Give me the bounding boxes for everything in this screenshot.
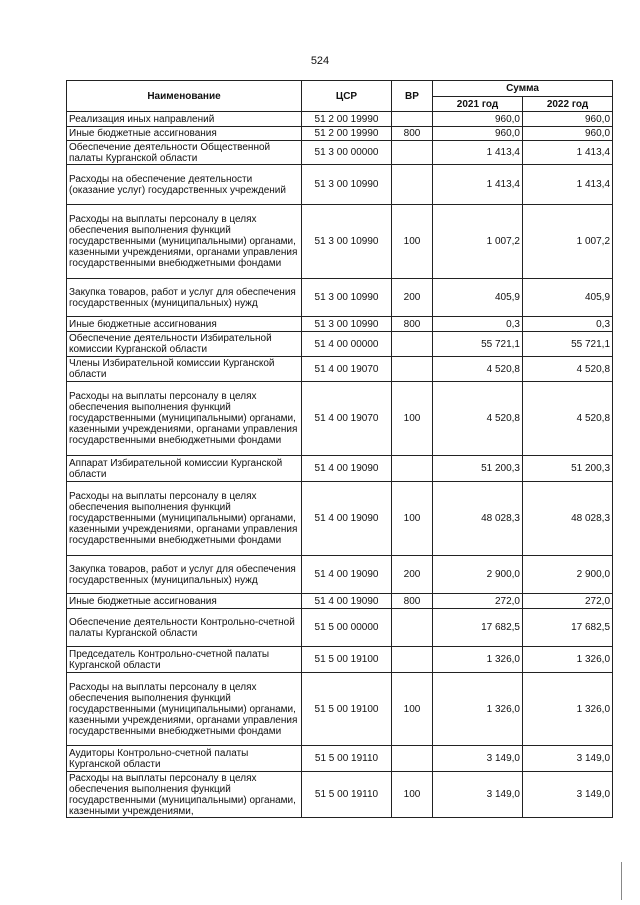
table-row	[67, 594, 613, 609]
row-sum-2021: 1 007,2	[433, 205, 523, 279]
row-csr: 51 4 00 19090	[302, 594, 392, 609]
row-name: Обеспечение деятельности Общественной палаты Курганской области	[67, 141, 302, 165]
row-sum-2022: 960,0	[523, 112, 613, 127]
table-row	[67, 279, 613, 317]
row-csr: 51 3 00 00000	[302, 141, 392, 165]
row-vr: 100	[392, 673, 433, 746]
row-sum-2021: 2 900,0	[433, 556, 523, 594]
row-name: Закупка товаров, работ и услуг для обеспечения государственных (муниципальных) нужд	[67, 279, 302, 317]
table-row	[67, 357, 613, 382]
row-name: Расходы на выплаты персоналу в целях обеспечения выполнения функций государственными (муниципальными) органами, казенными учреждениями,	[67, 772, 302, 818]
row-csr: 51 5 00 19110	[302, 746, 392, 772]
row-name: Расходы на выплаты персоналу в целях обеспечения выполнения функций государственными (муниципальными) органами, казенными учреждениями, органами управления государственными внебюджетными фондами	[67, 482, 302, 556]
row-sum-2021: 1 326,0	[433, 647, 523, 673]
row-name: Закупка товаров, работ и услуг для обеспечения государственных (муниципальных) нужд	[67, 556, 302, 594]
row-csr: 51 5 00 19100	[302, 647, 392, 673]
table-body	[67, 112, 613, 818]
row-sum-2022: 1 413,4	[523, 141, 613, 165]
table-row	[67, 141, 613, 165]
row-sum-2022: 48 028,3	[523, 482, 613, 556]
row-csr: 51 2 00 19990	[302, 127, 392, 141]
row-csr: 51 3 00 10990	[302, 317, 392, 332]
table-row	[67, 112, 613, 127]
row-sum-2022: 405,9	[523, 279, 613, 317]
row-sum-2022: 1 413,4	[523, 165, 613, 205]
row-csr: 51 5 00 00000	[302, 609, 392, 647]
table-row	[67, 746, 613, 772]
header-csr: ЦСР	[302, 81, 392, 112]
row-sum-2021: 3 149,0	[433, 772, 523, 818]
row-name: Обеспечение деятельности Избирательной комиссии Курганской области	[67, 332, 302, 357]
row-vr: 100	[392, 772, 433, 818]
table-row	[67, 609, 613, 647]
row-name: Расходы на выплаты персоналу в целях обеспечения выполнения функций государственными (муниципальными) органами, казенными учреждениями, органами управления государственными внебюджетными фондами	[67, 673, 302, 746]
row-vr: 100	[392, 482, 433, 556]
row-vr	[392, 165, 433, 205]
header-sum: Сумма	[433, 81, 613, 97]
row-csr: 51 4 00 19090	[302, 556, 392, 594]
row-vr: 100	[392, 205, 433, 279]
row-csr: 51 5 00 19110	[302, 772, 392, 818]
row-csr: 51 4 00 00000	[302, 332, 392, 357]
table-row	[67, 317, 613, 332]
table-row	[67, 165, 613, 205]
row-sum-2022: 1 326,0	[523, 673, 613, 746]
row-sum-2021: 960,0	[433, 127, 523, 141]
row-name: Члены Избирательной комиссии Курганской области	[67, 357, 302, 382]
row-vr	[392, 456, 433, 482]
row-name: Расходы на обеспечение деятельности (оказание услуг) государственных учреждений	[67, 165, 302, 205]
row-vr: 800	[392, 317, 433, 332]
row-name: Расходы на выплаты персоналу в целях обеспечения выполнения функций государственными (муниципальными) органами, казенными учреждениями, органами управления государственными внебюджетными фондами	[67, 382, 302, 456]
header-vr: ВР	[392, 81, 433, 112]
row-sum-2021: 4 520,8	[433, 357, 523, 382]
row-name: Аппарат Избирательной комиссии Курганской области	[67, 456, 302, 482]
row-sum-2021: 3 149,0	[433, 746, 523, 772]
header-name: Наименование	[67, 81, 302, 112]
row-sum-2021: 0,3	[433, 317, 523, 332]
budget-table	[66, 80, 613, 818]
table-row	[67, 482, 613, 556]
row-vr	[392, 746, 433, 772]
row-sum-2022: 960,0	[523, 127, 613, 141]
row-sum-2022: 4 520,8	[523, 382, 613, 456]
header-2021: 2021 год	[433, 97, 523, 112]
row-sum-2022: 51 200,3	[523, 456, 613, 482]
row-csr: 51 3 00 10990	[302, 205, 392, 279]
table-row	[67, 382, 613, 456]
row-csr: 51 4 00 19070	[302, 382, 392, 456]
row-sum-2021: 48 028,3	[433, 482, 523, 556]
row-sum-2021: 960,0	[433, 112, 523, 127]
row-csr: 51 3 00 10990	[302, 165, 392, 205]
row-csr: 51 4 00 19070	[302, 357, 392, 382]
row-csr: 51 4 00 19090	[302, 482, 392, 556]
row-csr: 51 3 00 10990	[302, 279, 392, 317]
row-sum-2021: 1 413,4	[433, 141, 523, 165]
row-name: Иные бюджетные ассигнования	[67, 317, 302, 332]
row-name: Иные бюджетные ассигнования	[67, 127, 302, 141]
row-vr: 200	[392, 556, 433, 594]
row-sum-2022: 3 149,0	[523, 772, 613, 818]
row-name: Обеспечение деятельности Контрольно-счетной палаты Курганской области	[67, 609, 302, 647]
row-vr	[392, 112, 433, 127]
row-vr	[392, 609, 433, 647]
table-row	[67, 772, 613, 818]
row-sum-2022: 1 326,0	[523, 647, 613, 673]
row-name: Расходы на выплаты персоналу в целях обеспечения выполнения функций государственными (муниципальными) органами, казенными учреждениями, органами управления государственными внебюджетными фондами	[67, 205, 302, 279]
table-row	[67, 556, 613, 594]
table-row	[67, 127, 613, 141]
row-sum-2021: 51 200,3	[433, 456, 523, 482]
row-vr: 800	[392, 127, 433, 141]
row-csr: 51 2 00 19990	[302, 112, 392, 127]
row-sum-2022: 4 520,8	[523, 357, 613, 382]
row-sum-2022: 17 682,5	[523, 609, 613, 647]
row-name: Иные бюджетные ассигнования	[67, 594, 302, 609]
page-number: 524	[310, 55, 330, 67]
row-sum-2021: 272,0	[433, 594, 523, 609]
row-sum-2021: 4 520,8	[433, 382, 523, 456]
row-sum-2022: 55 721,1	[523, 332, 613, 357]
row-vr	[392, 141, 433, 165]
header-2022: 2022 год	[523, 97, 613, 112]
table-row	[67, 205, 613, 279]
row-sum-2022: 1 007,2	[523, 205, 613, 279]
table-row	[67, 456, 613, 482]
table-row	[67, 673, 613, 746]
row-vr: 200	[392, 279, 433, 317]
row-vr	[392, 647, 433, 673]
scan-edge-mark	[621, 862, 622, 900]
row-sum-2021: 17 682,5	[433, 609, 523, 647]
row-sum-2021: 405,9	[433, 279, 523, 317]
row-csr: 51 4 00 19090	[302, 456, 392, 482]
row-sum-2022: 3 149,0	[523, 746, 613, 772]
row-csr: 51 5 00 19100	[302, 673, 392, 746]
row-name: Реализация иных направлений	[67, 112, 302, 127]
row-sum-2021: 1 413,4	[433, 165, 523, 205]
row-name: Аудиторы Контрольно-счетной палаты Курганской области	[67, 746, 302, 772]
row-sum-2022: 272,0	[523, 594, 613, 609]
row-vr: 100	[392, 382, 433, 456]
row-name: Председатель Контрольно-счетной палаты Курганской области	[67, 647, 302, 673]
row-sum-2022: 2 900,0	[523, 556, 613, 594]
row-sum-2021: 55 721,1	[433, 332, 523, 357]
row-vr	[392, 357, 433, 382]
row-sum-2022: 0,3	[523, 317, 613, 332]
row-sum-2021: 1 326,0	[433, 673, 523, 746]
row-vr: 800	[392, 594, 433, 609]
row-vr	[392, 332, 433, 357]
table-row	[67, 332, 613, 357]
table-row	[67, 647, 613, 673]
